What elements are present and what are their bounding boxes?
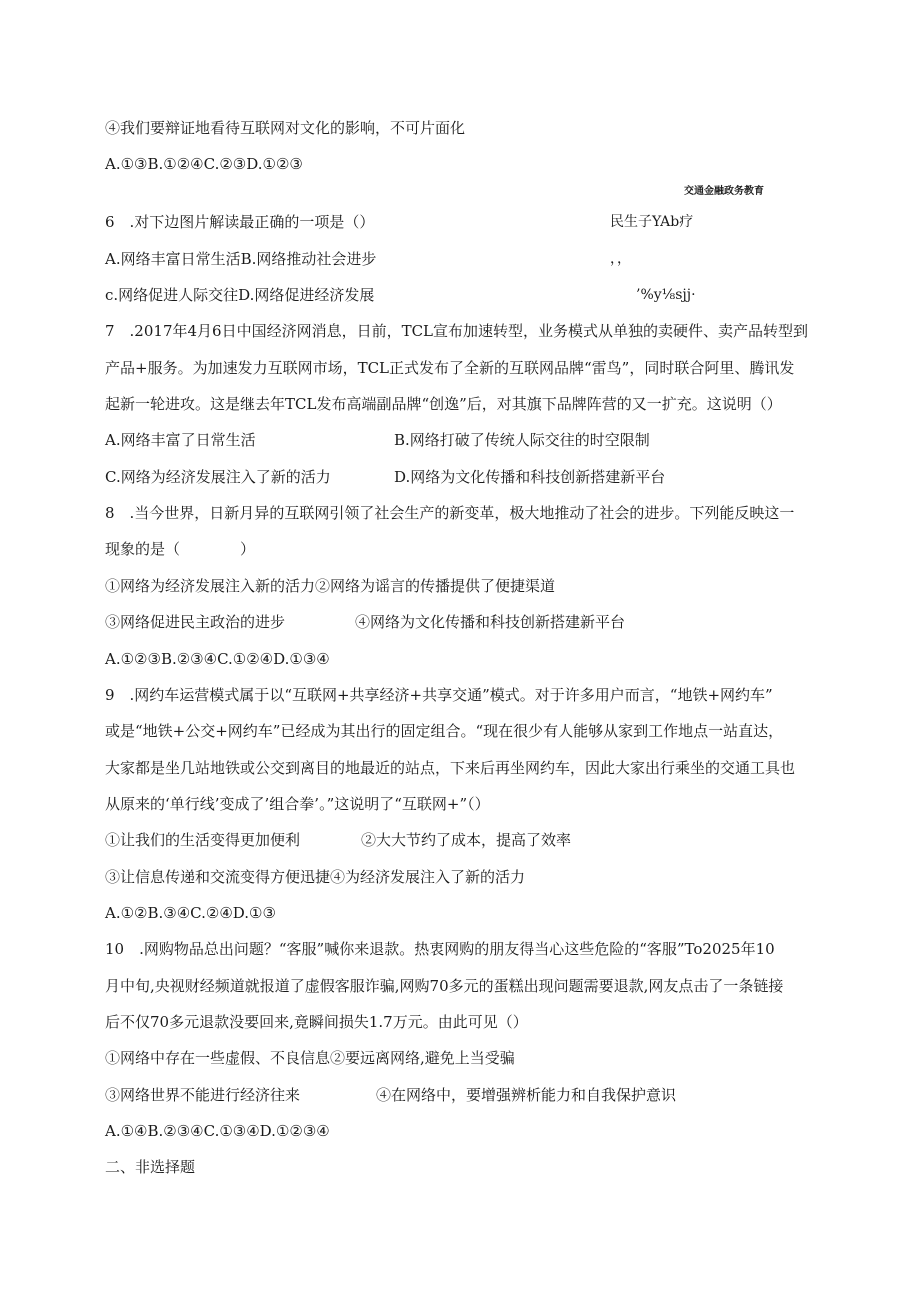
section-heading-non-choice: 二、非选择题 [105,1158,196,1176]
q6-stem: 6 .对下边图片解读最正确的一项是（） [105,213,375,231]
q7-stem-line-1: 7 .2017年4月6日中国经济网消息，日前，TCL宣布加速转型，业务模式从单独的卖硬件、卖产品转型到 [105,322,809,340]
q10-items-12: ①网络中存在一些虚假、不良信息②要远离网络,避免上当受骗 [105,1049,515,1067]
q8-stem-line-1: 8 .当今世界，日新月异的互联网引领了社会生产的新变革，极大地推动了社会的进步。下列能反映这一 [105,504,795,522]
q9-stem-line-1: 9 .网约车运营模式属于以“互联网+共享经济+共享交通”模式。对于许多用户而言，“地铁+网约车” [105,686,773,704]
q7-stem-line-3: 起新一轮进攻。这是继去年TCL发布高端副品牌“创逸”后，对其旗下品牌阵营的又一扩充。这说明（） [105,395,782,413]
q5-answer-options: A.①③B.①②④C.②③D.①②③ [105,155,303,173]
q10-answer-options: A.①④B.②③④C.①③④D.①②③④ [105,1122,330,1140]
q8-item-3: ③网络促进民主政治的进步 [105,613,286,631]
q7-option-d: D.网络为文化传播和科技创新搭建新平台 [394,468,666,486]
q7-option-c: C.网络为经济发展注入了新的活力 [105,468,331,486]
q6-options-ab: A.网络丰富日常生活B.网络推动社会进步 [105,250,377,268]
figure-categories: 交通金融政务教育 [684,186,764,197]
q10-stem-line-1: 10 .网购物品总出问题？“客服”喊你来退款。热衷网购的朋友得当心这些危险的“客服”To2025年10 [105,940,775,958]
q8-answer-options: A.①②③B.②③④C.①②④D.①③④ [105,650,330,668]
q7-option-a: A.网络丰富了日常生活 [105,431,256,449]
option-line-4: ④我们要辩证地看待互联网对文化的影响，不可片面化 [105,119,466,137]
q10-item-3: ③网络世界不能进行经济往来 [105,1086,301,1104]
q8-items-12: ①网络为经济发展注入新的活力②网络为谣言的传播提供了便捷渠道 [105,577,556,595]
q9-stem-line-4: 从原来的‘单行线’变成了’组合拳’。”这说明了“互联网+”（） [105,795,490,813]
q7-option-b: B.网络打破了传统人际交往的时空限制 [394,431,650,449]
q8-item-4: ④网络为文化传播和科技创新搭建新平台 [355,613,626,631]
figure-text-line-3: ’%y⅛sjj· [636,287,696,303]
q9-item-1: ①让我们的生活变得更加便利 [105,831,301,849]
q7-stem-line-2: 产品+服务。为加速发力互联网市场，TCL正式发布了全新的互联网品牌“雷鸟”，同时联合阿里、腾讯发 [105,359,795,377]
q10-stem-line-2: 月中旬,央视财经频道就报道了虚假客服诈骗,网购70多元的蛋糕出现问题需要退款,网友点击了一条链接 [105,977,784,995]
q6-options-cd: c.网络促进人际交往D.网络促进经济发展 [105,286,375,304]
figure-text-line-2: ，， [610,251,631,267]
q9-answer-options: A.①②B.③④C.②④D.①③ [105,904,276,922]
q9-item-2: ②大大节约了成本，提高了效率 [361,831,572,849]
q10-item-4: ④在网络中，要增强辨析能力和自我保护意识 [376,1086,677,1104]
q9-stem-line-3: 大家都是坐几站地铁或公交到离目的地最近的站点，下来后再坐网约车，因此大家出行乘坐的交通工具也 [105,759,796,777]
q8-stem-line-2: 现象的是（ ） [105,540,256,558]
q10-stem-line-3: 后不仅70多元退款没要回来,竟瞬间损失1.7万元。由此可见（） [105,1013,528,1031]
q9-stem-line-2: 或是“地铁+公交+网约车”已经成为其出行的固定组合。“现在很少有人能够从家到工作地点一站直达， [105,722,784,740]
q9-items-34: ③让信息传递和交流变得方便迅捷④为经济发展注入了新的活力 [105,868,526,886]
figure-text-line-1: 民生子YAb疗 [610,214,694,230]
